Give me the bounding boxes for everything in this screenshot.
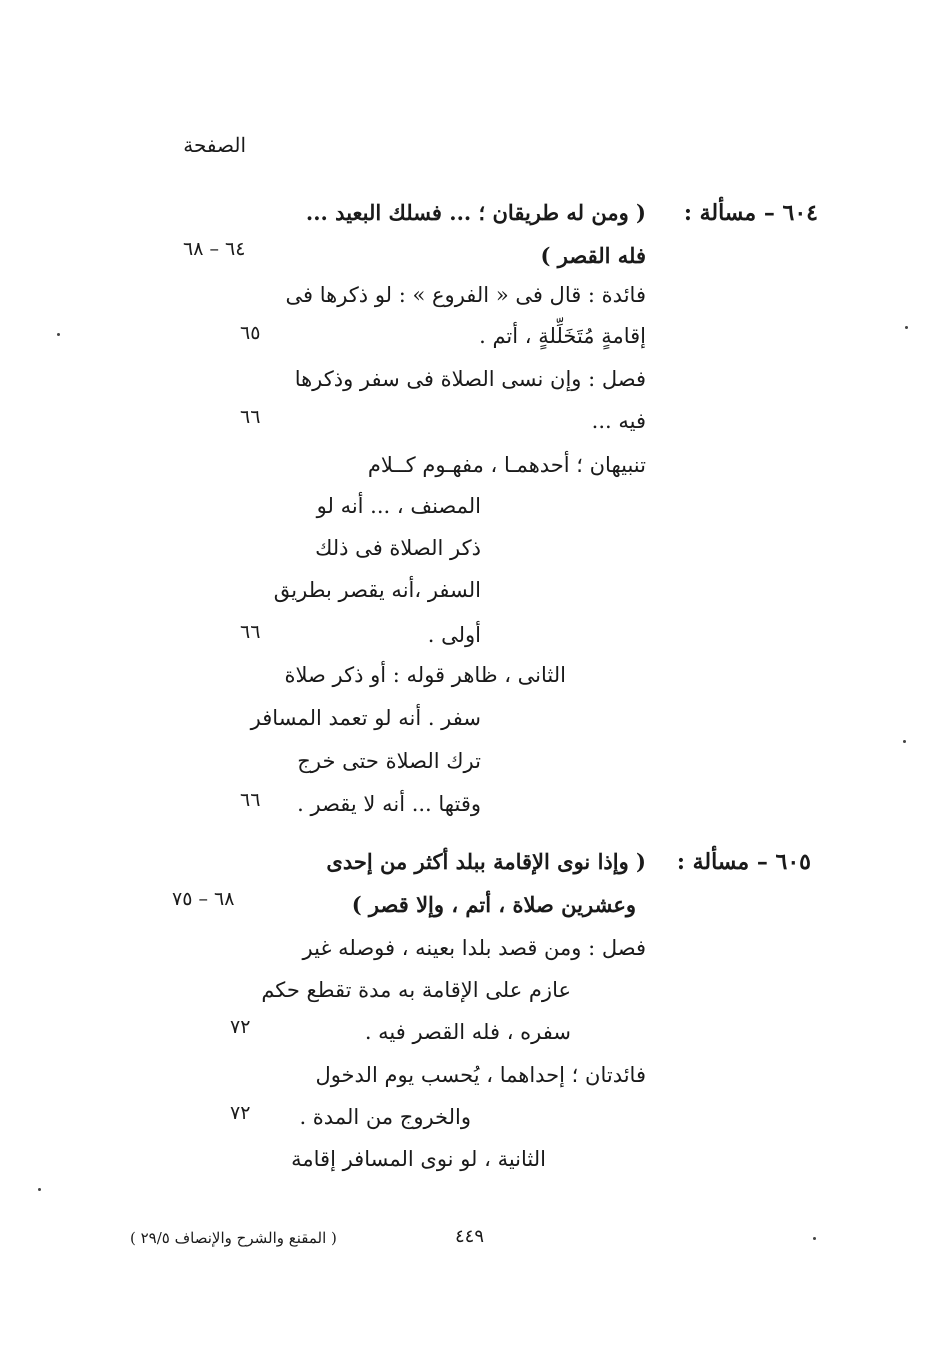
entry-line: وقتها ... أنه لا يقصر . bbox=[297, 792, 481, 816]
entry-line: تنبيهان ؛ أحدهمـا ، مفهـوم كــلام bbox=[367, 453, 646, 477]
entry-line: ذكر الصلاة فى ذلك bbox=[315, 536, 481, 560]
page-reference: ٧٢ bbox=[230, 1102, 251, 1124]
entry-line: فائدة : قال فى « الفروع » : لو ذكرها فى bbox=[285, 283, 646, 307]
entry-line: فيه ... bbox=[591, 409, 646, 433]
page-number: ٤٤٩ bbox=[455, 1226, 485, 1247]
entry-line: فصل : وإن نسى الصلاة فى سفر وذكرها bbox=[294, 367, 646, 391]
page-reference: ٦٦ bbox=[240, 406, 261, 428]
question-number: ٦٠٤ – مسألة : bbox=[683, 200, 818, 226]
scan-speck bbox=[813, 1237, 816, 1240]
scan-speck bbox=[905, 326, 908, 329]
entry-line: والخروج من المدة . bbox=[299, 1105, 471, 1129]
entry-line: فائدتان ؛ إحداهما ، يُحسب يوم الدخول bbox=[315, 1063, 646, 1087]
entry-line: المصنف ، ... أنه لو bbox=[316, 494, 481, 518]
entry-line: فله القصر ) bbox=[540, 243, 646, 268]
page-reference: ٦٨ – ٧٥ bbox=[172, 888, 235, 910]
entry-line: السفر ،أنه يقصر بطريق bbox=[273, 578, 481, 602]
entry-line: ( ومن له طريقان ؛ ... فسلك البعيد ... bbox=[305, 200, 646, 225]
scan-speck bbox=[903, 740, 906, 743]
page-reference: ٦٦ bbox=[240, 789, 261, 811]
source-note: ( المقنع والشرح والإنصاف ٢٩/٥ ) bbox=[130, 1229, 337, 1247]
entry-line: سفر . أنه لو تعمد المسافر bbox=[250, 706, 481, 730]
entry-line: عازم على الإقامة به مدة تقطع حكم bbox=[261, 978, 571, 1002]
entry-line: فصل : ومن قصد بلدا بعينه ، فوصله غير bbox=[302, 936, 646, 960]
entry-line: ترك الصلاة حتى خرج bbox=[297, 749, 481, 773]
scan-speck bbox=[38, 1188, 41, 1191]
entry-line: الثانية ، لو نوى المسافر إقامة bbox=[291, 1147, 546, 1171]
entry-line: وعشرين صلاة ، أتم ، وإلا قصر ) bbox=[351, 892, 636, 917]
page-reference: ٦٤ – ٦٨ bbox=[183, 238, 246, 260]
entry-line: أولى . bbox=[427, 623, 481, 647]
entry-line: إقامةٍ مُتَخَلِّلةٍ ، أتم . bbox=[479, 324, 646, 348]
page-reference: ٦٥ bbox=[240, 322, 261, 344]
entry-line: ( وإذا نوى الإقامة ببلد أكثر من إحدى bbox=[326, 849, 646, 874]
page-column-label: الصفحة bbox=[183, 133, 246, 157]
page-reference: ٧٢ bbox=[230, 1016, 251, 1038]
entry-line: سفره ، فله القصر فيه . bbox=[364, 1020, 571, 1044]
entry-line: الثانى ، ظاهر قوله : أو ذكر صلاة bbox=[284, 663, 566, 687]
question-number: ٦٠٥ – مسألة : bbox=[676, 849, 811, 875]
page-reference: ٦٦ bbox=[240, 621, 261, 643]
scan-speck bbox=[57, 333, 60, 336]
